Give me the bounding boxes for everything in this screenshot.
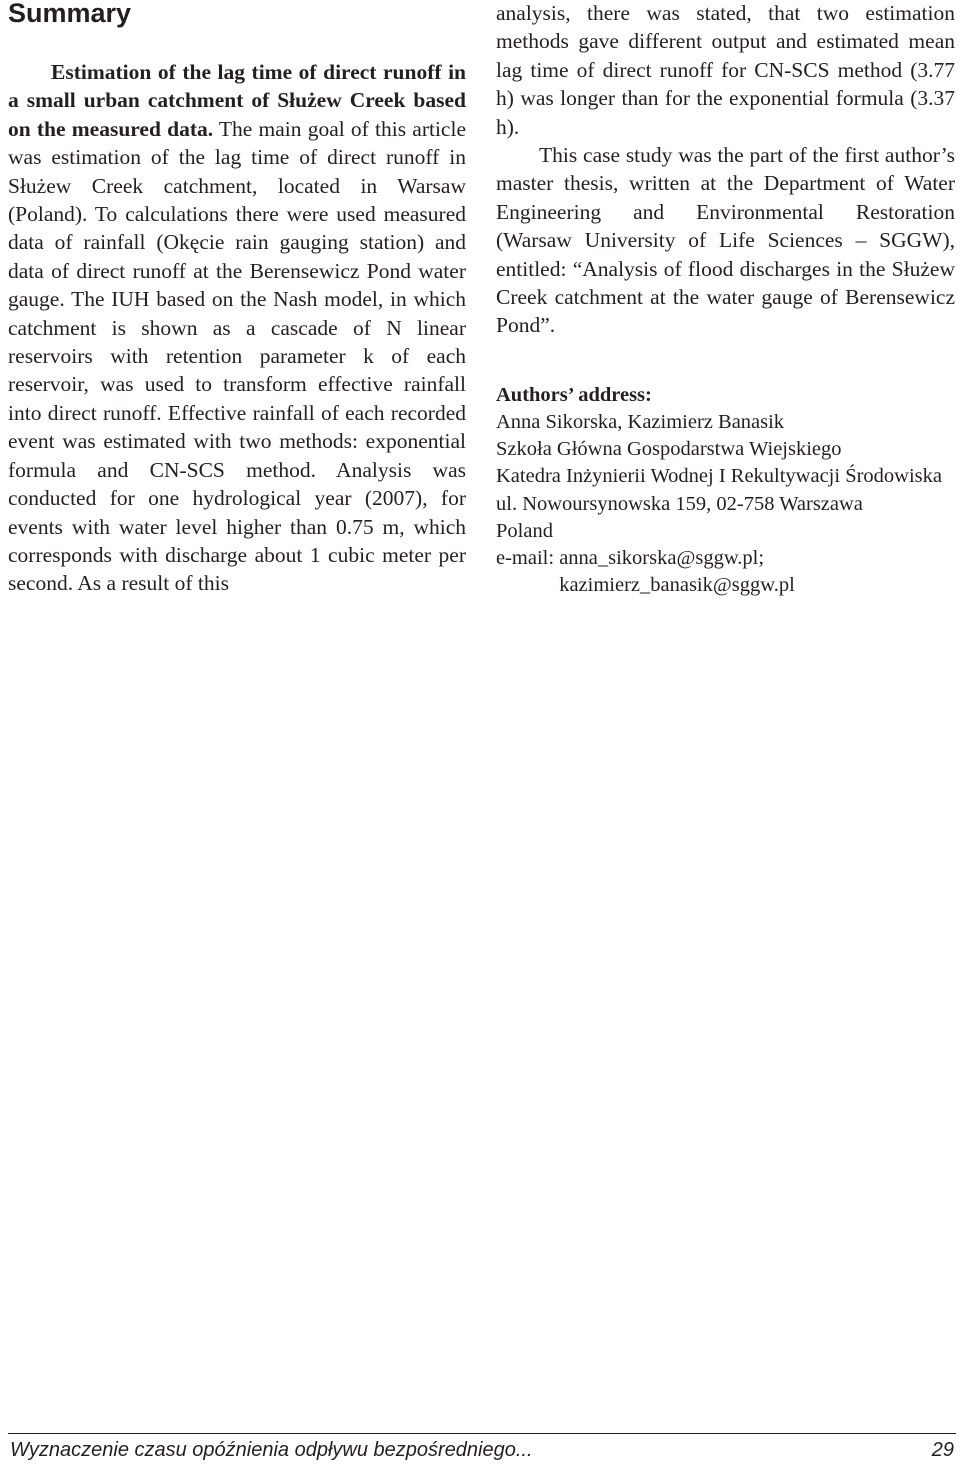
author-country: Poland bbox=[496, 519, 553, 542]
author-department: Katedra Inżynierii Wodnej I Rekultywacji Środowiska bbox=[496, 465, 943, 488]
section-heading: Summary bbox=[8, 0, 132, 28]
email-label: e-mail: bbox=[496, 547, 560, 570]
summary-continuation: analysis, there was stated, that two estimation methods gave different output and estimated mean lag time of direct runoff for CN-SCS method (3.77 h) was longer than for the exponential formula (3.37 h). bbox=[496, 1, 955, 139]
email-link-2[interactable]: kazimierz_banasik@sggw.pl bbox=[559, 574, 795, 597]
author-street: ul. Nowoursynowska 159, 02-758 Warszawa bbox=[496, 492, 863, 515]
email-row bbox=[496, 545, 955, 599]
authors-heading: Authors’ address: bbox=[496, 383, 652, 406]
article-title: Estimation of the lag time of direct runoff in a small urban catchment of Służew Creek based on the measured data. bbox=[8, 60, 466, 141]
summary-paragraph bbox=[8, 58, 466, 598]
author-institution: Szkoła Główna Gospodarstwa Wiejskiego bbox=[496, 438, 842, 461]
footer-running-title: Wyznaczenie czasu opóźnienia odpływu bezpośredniego... bbox=[10, 1439, 533, 1461]
summary-right-column bbox=[496, 0, 955, 600]
footer-page-number: 29 bbox=[931, 1439, 954, 1461]
summary-left-column bbox=[8, 58, 466, 598]
footer-rule bbox=[8, 1433, 956, 1434]
email-link-1[interactable]: anna_sikorska@sggw.pl; bbox=[559, 547, 765, 570]
authors-address-block bbox=[496, 382, 955, 600]
author-names: Anna Sikorska, Kazimierz Banasik bbox=[496, 411, 785, 434]
summary-body-text: The main goal of this article was estimation of the lag time of direct runoff in Służew Creek catchment, located in Warsaw (Poland). To calculations there were used measured data of rainfall (Okęcie rain gauging station) and data of direct runoff at the Berensewicz Pond water gauge. The IUH based on the Nash model, in which catchment is shown as a cascade of N linear reservoirs with retention parameter k of each reservoir, was used to transform effective rainfall into direct runoff. Effective rainfall of each recorded event was estimated with two methods: exponential formula and CN-SCS method. Analysis was conducted for one hydrological year (2007), for events with water level higher than 0.75 m, which corresponds with discharge about 1 cubic meter per second. As a result of this bbox=[8, 116, 466, 596]
email-list bbox=[559, 545, 795, 599]
case-study-paragraph: This case study was the part of the first author’s master thesis, written at the Department of Water Engineering and Environmental Restoration (Warsaw University of Life Sciences – SGGW), entitled: “Analysis of flood discharges in the Służew Creek catchment at the water gauge of Berensewicz Pond”. bbox=[496, 143, 955, 338]
